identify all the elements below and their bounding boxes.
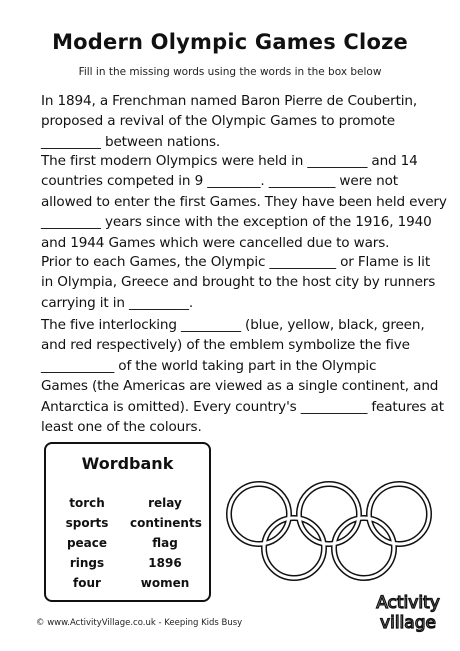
wordbank-word: four bbox=[73, 576, 101, 590]
text-line: The first modern Olympics were held in _________ and 14 bbox=[41, 153, 418, 169]
olympic-rings-icon bbox=[224, 478, 434, 588]
text-line: Prior to each Games, the Olympic __________ or Flame is lit bbox=[41, 254, 430, 270]
wordbank-word: sports bbox=[65, 516, 109, 530]
text-line: and 1944 Games which were cancelled due to wars. bbox=[41, 234, 390, 251]
paragraph-2 bbox=[41, 151, 447, 253]
text-line: ___________ of the world taking part in the Olympic bbox=[41, 357, 377, 374]
text-line: least one of the colours. bbox=[41, 419, 202, 436]
logo-line-1: Activity bbox=[376, 593, 440, 613]
logo-line-2: village bbox=[380, 613, 436, 633]
paragraph-4 bbox=[41, 315, 444, 437]
paragraph-1 bbox=[41, 91, 427, 152]
text-line: countries competed in 9 ________. __________ were not bbox=[41, 173, 398, 190]
activity-village-logo bbox=[368, 588, 448, 638]
wordbank-word: rings bbox=[69, 556, 105, 570]
text-line: and red respectively) of the emblem symbolize the five bbox=[41, 337, 410, 354]
text-line: Antarctica is omitted). Every country's __________ features at bbox=[41, 398, 444, 415]
paragraph-3 bbox=[41, 252, 436, 313]
wordbank-word: 1896 bbox=[148, 556, 182, 570]
text-line: Games (the Americas are viewed as a single continent, and bbox=[41, 378, 439, 395]
text-line: in Olympia, Greece and brought to the host city by runners bbox=[41, 274, 436, 291]
text-line: allowed to enter the first Games. They have been held every bbox=[41, 193, 447, 210]
instructions: Fill in the missing words using the words in the box below bbox=[78, 66, 382, 78]
text-line: carrying it in _________. bbox=[41, 294, 194, 311]
wordbank-word: continents bbox=[130, 516, 202, 530]
wordbank-word: flag bbox=[152, 536, 178, 550]
text-line: In 1894, a Frenchman named Baron Pierre de Coubertin, bbox=[41, 93, 418, 109]
page-title: Modern Olympic Games Cloze bbox=[52, 30, 408, 54]
wordbank-word: women bbox=[140, 576, 190, 590]
text-line: The five interlocking _________ (blue, yellow, black, green, bbox=[41, 317, 425, 333]
wordbank-box bbox=[44, 442, 211, 602]
wordbank-word: peace bbox=[66, 536, 108, 550]
copyright-footer: © www.ActivityVillage.co.uk - Keeping Kids Busy bbox=[36, 618, 243, 628]
text-line: proposed a revival of the Olympic Games to promote bbox=[41, 113, 396, 130]
text-line: _________ between nations. bbox=[41, 133, 221, 150]
wordbank-word: torch bbox=[69, 496, 105, 510]
wordbank-word: relay bbox=[148, 496, 182, 510]
text-line: _________ years since with the exception of the 1916, 1940 bbox=[41, 214, 432, 231]
wordbank-title: Wordbank bbox=[81, 454, 174, 473]
